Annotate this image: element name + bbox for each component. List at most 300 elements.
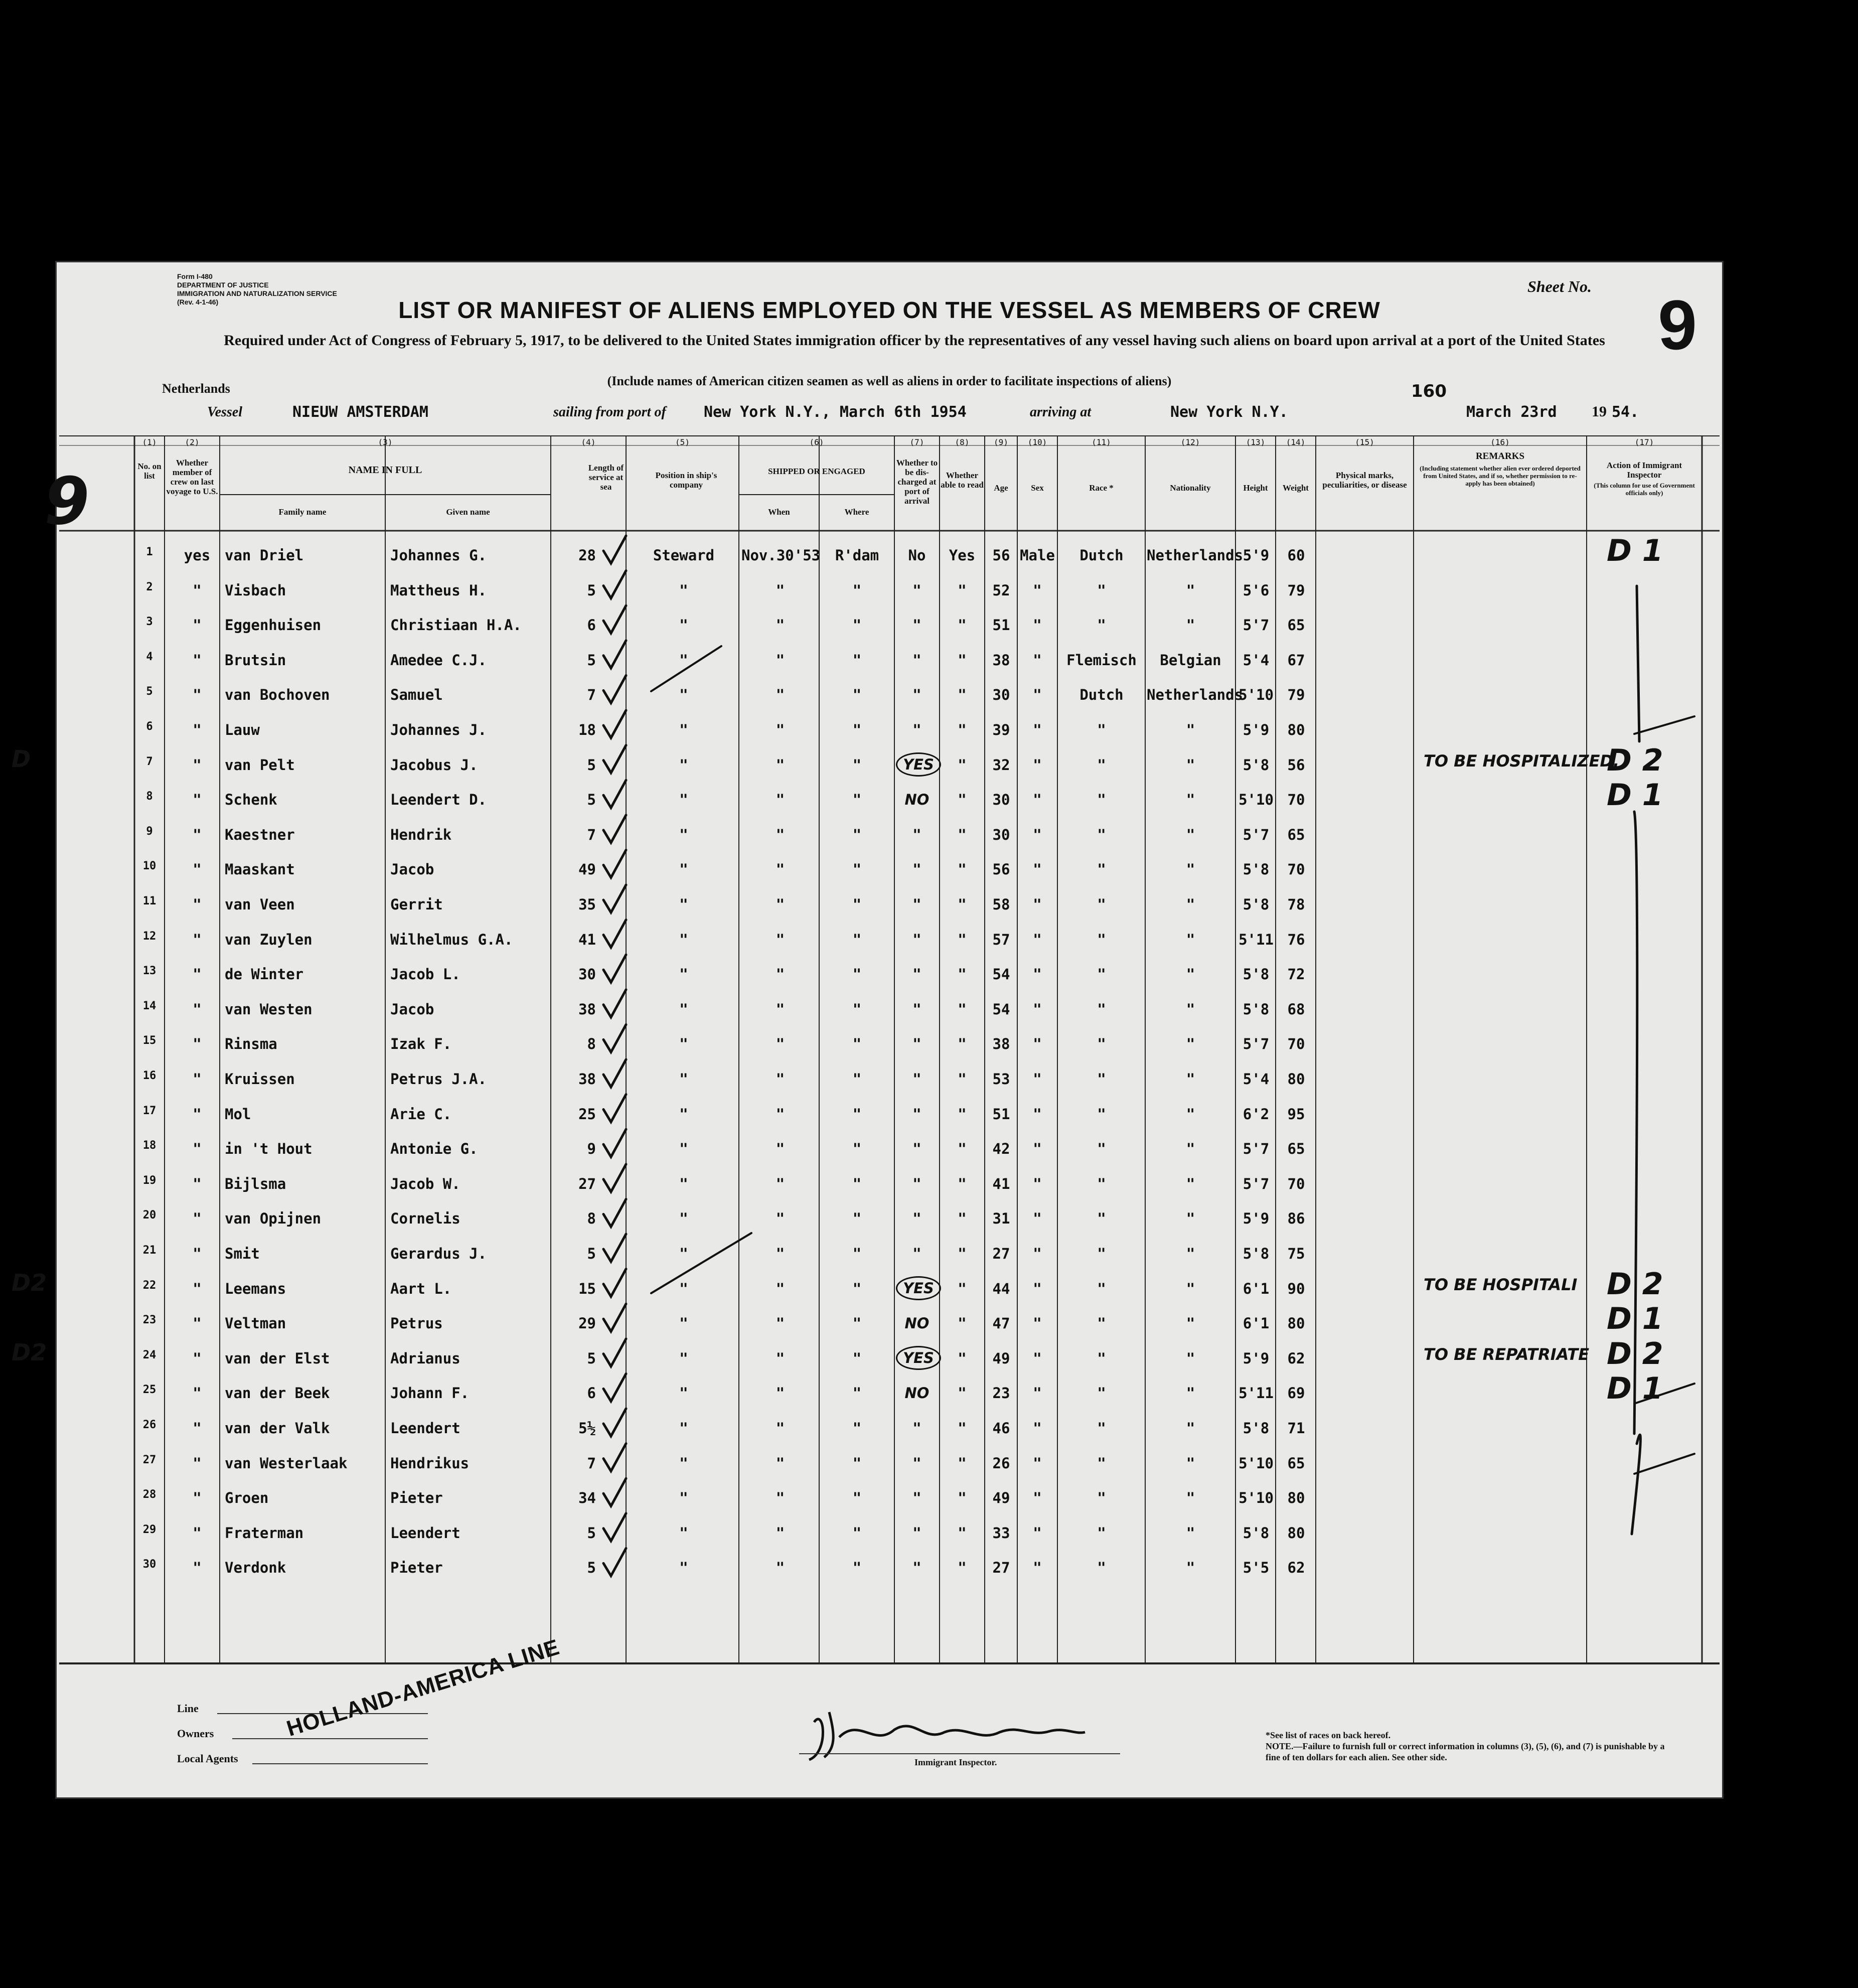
- header-remarks: REMARKS: [1475, 451, 1525, 462]
- row-number: 4: [146, 650, 153, 663]
- cell-when: ": [776, 1454, 785, 1472]
- cell-nat: ": [1186, 1140, 1195, 1158]
- cell-age: 30: [992, 791, 1010, 809]
- cell-given: Amedee C.J.: [390, 651, 487, 669]
- cell-family: Rinsma: [225, 1035, 277, 1053]
- cell-sex: ": [1033, 1454, 1042, 1472]
- cell-sex: ": [1033, 1175, 1042, 1192]
- cell-height: 5'11: [1238, 1385, 1274, 1402]
- cell-position: ": [679, 1559, 688, 1577]
- cell-race: ": [1097, 756, 1106, 774]
- cell-when: ": [776, 1385, 785, 1402]
- header-action-inspector: Action of Immigrant Inspector: [1606, 461, 1682, 480]
- col-num: (8): [955, 437, 970, 447]
- cell-disch: ": [912, 1454, 921, 1472]
- cell-disch: NO: [904, 1385, 930, 1402]
- header-length-service: Length of service at sea: [588, 463, 624, 492]
- cell-weight: 80: [1287, 721, 1305, 738]
- cell-family: van der Beek: [225, 1385, 330, 1402]
- row-number: 16: [142, 1069, 157, 1082]
- cell-height: 5'7: [1243, 1175, 1270, 1192]
- cell-height: 5'7: [1243, 1035, 1270, 1053]
- cell-when: ": [776, 721, 785, 738]
- inspector-action: D 1: [1607, 1301, 1663, 1337]
- crew-count: 160: [1411, 381, 1447, 401]
- cell-position: ": [679, 1454, 688, 1472]
- cell-when: ": [776, 686, 785, 704]
- cell-family: Schenk: [225, 791, 277, 809]
- footer-notes: [1266, 1730, 1677, 1763]
- cell-nat: ": [1186, 826, 1195, 843]
- cell-when: ": [776, 1489, 785, 1507]
- cell-service: 5: [587, 756, 596, 774]
- cell-age: 46: [992, 1420, 1010, 1437]
- cell-read: ": [958, 966, 967, 983]
- cell-disch: ": [912, 1210, 921, 1228]
- cell-given: Hendrikus: [390, 1454, 470, 1472]
- cell-family: van der Valk: [225, 1420, 330, 1437]
- cell-family: Mol: [225, 1105, 251, 1123]
- cell-weight: 70: [1287, 1035, 1305, 1053]
- cell-given: Hendrik: [390, 826, 452, 843]
- cell-weight: 76: [1287, 931, 1305, 948]
- page-subtitle: Required under Act of Congress of February 5, 1917, to be delivered to the United States immigration officer by the representatives of any vessel having such aliens on board upon arrival at a port of the United States: [224, 332, 1605, 349]
- cell-sex: ": [1033, 966, 1042, 983]
- cell-given: Christiaan H.A.: [390, 617, 522, 634]
- cell-nat: ": [1186, 1524, 1195, 1542]
- cell-family: van Pelt: [225, 756, 295, 774]
- cell-where: ": [852, 826, 862, 843]
- cell-position: ": [679, 1000, 688, 1018]
- owners-label: Owners: [177, 1727, 214, 1740]
- cell-last: ": [193, 826, 202, 843]
- cell-when: ": [776, 617, 785, 634]
- cell-last: ": [193, 931, 202, 948]
- cell-position: ": [679, 1420, 688, 1437]
- cell-family: van Veen: [225, 896, 295, 913]
- inspector-action: D 2: [1607, 1336, 1663, 1371]
- cell-disch: ": [912, 1559, 921, 1577]
- cell-race: ": [1097, 931, 1106, 948]
- cell-service: 5½: [578, 1420, 596, 1437]
- col-num: (17): [1634, 437, 1654, 447]
- cell-age: 58: [992, 896, 1010, 913]
- cell-when: ": [776, 966, 785, 983]
- cell-nat: ": [1186, 581, 1195, 599]
- row-number: 26: [142, 1419, 157, 1431]
- cell-given: Pieter: [390, 1489, 443, 1507]
- cell-age: 27: [992, 1559, 1010, 1577]
- cell-race: Dutch: [1079, 547, 1124, 564]
- cell-when: ": [776, 1210, 785, 1228]
- col-num: (4): [581, 437, 596, 447]
- cell-read: ": [958, 1420, 967, 1437]
- cell-service: 6: [587, 1385, 596, 1402]
- cell-sex: ": [1033, 686, 1042, 704]
- cell-nat: Netherlands: [1147, 686, 1244, 704]
- cell-height: 5'7: [1243, 826, 1270, 843]
- cell-disch: YES: [896, 1276, 941, 1300]
- row-number: 7: [146, 755, 153, 768]
- cell-given: Aart L.: [390, 1280, 452, 1297]
- row-number: 22: [142, 1279, 157, 1292]
- cell-weight: 80: [1287, 1315, 1305, 1332]
- cell-nat: ": [1186, 1420, 1195, 1437]
- cell-family: van Bochoven: [225, 686, 330, 704]
- cell-service: 49: [578, 861, 596, 878]
- cell-family: Maaskant: [225, 861, 295, 878]
- cell-disch: ": [912, 1140, 921, 1158]
- cell-position: ": [679, 861, 688, 878]
- cell-read: ": [958, 721, 967, 738]
- cell-disch: ": [912, 581, 921, 599]
- row-number: 28: [142, 1488, 157, 1501]
- cell-race: ": [1097, 1105, 1106, 1123]
- cell-weight: 65: [1287, 826, 1305, 843]
- cell-when: ": [776, 1175, 785, 1192]
- cell-age: 52: [992, 581, 1010, 599]
- cell-last: ": [193, 1140, 202, 1158]
- cell-race: ": [1097, 1210, 1106, 1228]
- header-nationality: Nationality: [1170, 483, 1211, 493]
- vessel-name: NIEUW AMSTERDAM: [292, 403, 428, 421]
- vessel-flag: Netherlands: [162, 381, 230, 396]
- cell-last: ": [193, 1175, 202, 1192]
- owners-rule: [232, 1738, 428, 1739]
- inspector-action: D 1: [1607, 1371, 1663, 1407]
- cell-last: ": [193, 791, 202, 809]
- col-num: (16): [1490, 437, 1510, 447]
- cell-sex: ": [1033, 896, 1042, 913]
- cell-read: ": [958, 617, 967, 634]
- row-number: 9: [146, 825, 153, 838]
- cell-service: 9: [587, 1140, 596, 1158]
- cell-age: 57: [992, 931, 1010, 948]
- cell-last: ": [193, 896, 202, 913]
- cell-given: Jacob W.: [390, 1175, 460, 1192]
- cell-family: Lauw: [225, 721, 260, 738]
- cell-nat: ": [1186, 791, 1195, 809]
- cell-where: ": [852, 1245, 862, 1262]
- cell-position: ": [679, 1349, 688, 1367]
- cell-height: 5'8: [1243, 896, 1270, 913]
- cell-weight: 75: [1287, 1245, 1305, 1262]
- cell-read: ": [958, 861, 967, 878]
- cell-nat: ": [1186, 1454, 1195, 1472]
- cell-weight: 65: [1287, 1140, 1305, 1158]
- cell-position: ": [679, 1105, 688, 1123]
- cell-height: 5'7: [1243, 617, 1270, 634]
- cell-sex: ": [1033, 791, 1042, 809]
- cell-nat: ": [1186, 1071, 1195, 1088]
- row-number: 12: [142, 930, 157, 943]
- cell-race: ": [1097, 1175, 1106, 1192]
- cell-family: Kaestner: [225, 826, 295, 843]
- cell-weight: 70: [1287, 1175, 1305, 1192]
- header-height: Height: [1243, 483, 1268, 493]
- cell-nat: ": [1186, 1559, 1195, 1577]
- cell-service: 7: [587, 1454, 596, 1472]
- note-races: *See list of races on back hereof.: [1266, 1730, 1391, 1740]
- cell-where: ": [852, 966, 862, 983]
- cell-when: ": [776, 861, 785, 878]
- cell-when: ": [776, 1140, 785, 1158]
- cell-read: ": [958, 1454, 967, 1472]
- cell-age: 26: [992, 1454, 1010, 1472]
- cell-read: ": [958, 756, 967, 774]
- cell-position: ": [679, 1280, 688, 1297]
- cell-race: ": [1097, 1420, 1106, 1437]
- cell-sex: ": [1033, 931, 1042, 948]
- cell-where: ": [852, 1559, 862, 1577]
- cell-weight: 71: [1287, 1420, 1305, 1437]
- cell-given: Johannes J.: [390, 721, 487, 738]
- cell-weight: 80: [1287, 1524, 1305, 1542]
- cell-when: ": [776, 1349, 785, 1367]
- cell-position: ": [679, 1245, 688, 1262]
- header-age: Age: [994, 483, 1008, 493]
- cell-service: 8: [587, 1035, 596, 1053]
- cell-weight: 62: [1287, 1559, 1305, 1577]
- cell-age: 53: [992, 1071, 1010, 1088]
- sailing-label: sailing from port of: [553, 404, 666, 420]
- row-number: 2: [146, 580, 153, 593]
- cell-disch: No: [908, 547, 926, 564]
- cell-read: ": [958, 1035, 967, 1053]
- cell-where: ": [852, 1315, 862, 1332]
- cell-disch: ": [912, 686, 921, 704]
- cell-given: Jacob L.: [390, 966, 460, 983]
- cell-age: 56: [992, 547, 1010, 564]
- cell-read: ": [958, 1280, 967, 1297]
- cell-weight: 95: [1287, 1105, 1305, 1123]
- cell-sex: ": [1033, 1140, 1042, 1158]
- cell-read: ": [958, 1349, 967, 1367]
- cell-sex: ": [1033, 721, 1042, 738]
- cell-nat: ": [1186, 617, 1195, 634]
- cell-family: Fraterman: [225, 1524, 304, 1542]
- sailing-from: New York N.Y., March 6th 1954: [704, 403, 967, 421]
- cell-nat: ": [1186, 931, 1195, 948]
- cell-when: ": [776, 1420, 785, 1437]
- cell-service: 5: [587, 791, 596, 809]
- cell-height: 5'11: [1238, 931, 1274, 948]
- cell-nat: ": [1186, 1105, 1195, 1123]
- cell-height: 5'10: [1238, 1489, 1274, 1507]
- footer: [57, 1634, 1722, 1792]
- cell-read: ": [958, 1489, 967, 1507]
- cell-position: ": [679, 966, 688, 983]
- cell-race: ": [1097, 966, 1106, 983]
- cell-sex: ": [1033, 1315, 1042, 1332]
- cell-disch: ": [912, 861, 921, 878]
- cell-height: 5'8: [1243, 1000, 1270, 1018]
- cell-sex: ": [1033, 861, 1042, 878]
- cell-nat: ": [1186, 1489, 1195, 1507]
- cell-position: ": [679, 896, 688, 913]
- cell-last: ": [193, 581, 202, 599]
- cell-disch: ": [912, 1524, 921, 1542]
- cell-disch: YES: [896, 1346, 941, 1370]
- cell-service: 5: [587, 1559, 596, 1577]
- cell-race: ": [1097, 1071, 1106, 1088]
- cell-family: van der Elst: [225, 1349, 330, 1367]
- cell-family: Veltman: [225, 1315, 286, 1332]
- cell-age: 30: [992, 826, 1010, 843]
- cell-sex: ": [1033, 651, 1042, 669]
- cell-age: 44: [992, 1280, 1010, 1297]
- cell-given: Antonie G.: [390, 1140, 478, 1158]
- cell-height: 5'5: [1243, 1559, 1270, 1577]
- cell-race: ": [1097, 896, 1106, 913]
- cell-last: ": [193, 651, 202, 669]
- cell-nat: ": [1186, 1315, 1195, 1332]
- cell-read: ": [958, 581, 967, 599]
- cell-when: ": [776, 826, 785, 843]
- cell-service: 27: [578, 1175, 596, 1192]
- cell-when: ": [776, 581, 785, 599]
- col-num: (11): [1092, 437, 1111, 447]
- cell-given: Wilhelmus G.A.: [390, 931, 513, 948]
- cell-age: 51: [992, 1105, 1010, 1123]
- cell-disch: ": [912, 966, 921, 983]
- cell-last: ": [193, 861, 202, 878]
- header-name-in-full: NAME IN FULL: [348, 465, 422, 476]
- col-num: (5): [675, 437, 690, 447]
- cell-service: 38: [578, 1071, 596, 1088]
- cell-race: ": [1097, 861, 1106, 878]
- cell-where: ": [852, 1489, 862, 1507]
- cell-last: ": [193, 721, 202, 738]
- cell-height: 5'4: [1243, 651, 1270, 669]
- cell-age: 51: [992, 617, 1010, 634]
- cell-weight: 79: [1287, 581, 1305, 599]
- cell-age: 56: [992, 861, 1010, 878]
- cell-when: ": [776, 1524, 785, 1542]
- cell-last: ": [193, 966, 202, 983]
- cell-nat: ": [1186, 1210, 1195, 1228]
- header-physical-marks: Physical marks, peculiarities, or disease: [1322, 471, 1407, 490]
- cell-race: ": [1097, 617, 1106, 634]
- cell-read: ": [958, 651, 967, 669]
- cell-last: ": [193, 1000, 202, 1018]
- cell-when: ": [776, 1280, 785, 1297]
- row-number: 25: [142, 1384, 157, 1397]
- cell-age: 39: [992, 721, 1010, 738]
- cell-height: 5'8: [1243, 1420, 1270, 1437]
- cell-given: Cornelis: [390, 1210, 460, 1228]
- cell-race: ": [1097, 1280, 1106, 1297]
- row-number: 6: [146, 720, 153, 733]
- cell-last: ": [193, 1559, 202, 1577]
- col-num: (2): [185, 437, 200, 447]
- cell-service: 25: [578, 1105, 596, 1123]
- cell-sex: ": [1033, 1210, 1042, 1228]
- cell-height: 5'10: [1238, 791, 1274, 809]
- row-number: 27: [142, 1453, 157, 1466]
- cell-race: Flemisch: [1066, 651, 1137, 669]
- cell-where: ": [852, 1140, 862, 1158]
- cell-given: Leendert: [390, 1420, 460, 1437]
- cell-position: ": [679, 1524, 688, 1542]
- cell-weight: 56: [1287, 756, 1305, 774]
- cell-given: Mattheus H.: [390, 581, 487, 599]
- cell-family: Smit: [225, 1245, 260, 1262]
- cell-when: ": [776, 1105, 785, 1123]
- cell-where: ": [852, 931, 862, 948]
- cell-disch: ": [912, 1245, 921, 1262]
- inspector-label: Immigrant Inspector.: [914, 1757, 997, 1767]
- cell-last: ": [193, 1245, 202, 1262]
- cell-height: 5'4: [1243, 1071, 1270, 1088]
- cell-where: ": [852, 686, 862, 704]
- cell-when: ": [776, 1315, 785, 1332]
- cell-given: Johann F.: [390, 1385, 470, 1402]
- cell-height: 5'8: [1243, 861, 1270, 878]
- cell-service: 6: [587, 617, 596, 634]
- cell-where: ": [852, 861, 862, 878]
- cell-nat: ": [1186, 1280, 1195, 1297]
- cell-read: ": [958, 1524, 967, 1542]
- cell-race: ": [1097, 1245, 1106, 1262]
- remark-note: TO BE HOSPITALIZED.: [1424, 751, 1620, 771]
- cell-position: ": [679, 791, 688, 809]
- row-number: 8: [146, 790, 153, 803]
- cell-height: 6'1: [1243, 1315, 1270, 1332]
- row-number: 11: [142, 895, 157, 907]
- cell-age: 38: [992, 651, 1010, 669]
- cell-where: ": [852, 1420, 862, 1437]
- remark-note: TO BE REPATRIATE: [1424, 1344, 1590, 1364]
- manifest-sheet: [12, 261, 1724, 1799]
- cell-service: 5: [587, 1245, 596, 1262]
- cell-where: ": [852, 1385, 862, 1402]
- cell-weight: 67: [1287, 651, 1305, 669]
- line-label: Line: [177, 1702, 199, 1715]
- header-where: Where: [844, 507, 869, 517]
- cell-service: 35: [578, 896, 596, 913]
- cell-when: ": [776, 756, 785, 774]
- col-num: (1): [142, 437, 157, 447]
- cell-height: 6'2: [1243, 1105, 1270, 1123]
- cell-read: ": [958, 1245, 967, 1262]
- cell-family: Groen: [225, 1489, 269, 1507]
- cell-given: Pieter: [390, 1559, 443, 1577]
- header-remarks-note: (Including statement whether alien ever ordered deported from United States, and if so, whether permission to re-apply has been obtained): [1420, 465, 1581, 487]
- cell-family: van Driel: [225, 547, 304, 564]
- cell-age: 32: [992, 756, 1010, 774]
- cell-height: 5'7: [1243, 1140, 1270, 1158]
- cell-nat: ": [1186, 1035, 1195, 1053]
- cell-nat: ": [1186, 896, 1195, 913]
- cell-last: ": [193, 756, 202, 774]
- cell-last: ": [193, 1385, 202, 1402]
- cell-read: ": [958, 1071, 967, 1088]
- cell-sex: ": [1033, 756, 1042, 774]
- cell-service: 15: [578, 1280, 596, 1297]
- arrival-year: 54.: [1612, 403, 1639, 421]
- row-number: 19: [142, 1174, 157, 1187]
- cell-age: 41: [992, 1175, 1010, 1192]
- cell-weight: 78: [1287, 896, 1305, 913]
- cell-read: ": [958, 686, 967, 704]
- col-num: (3): [378, 437, 393, 447]
- cell-age: 54: [992, 1000, 1010, 1018]
- cell-sex: ": [1033, 1349, 1042, 1367]
- cell-last: ": [193, 1071, 202, 1088]
- cell-position: ": [679, 617, 688, 634]
- cell-given: Gerardus J.: [390, 1245, 487, 1262]
